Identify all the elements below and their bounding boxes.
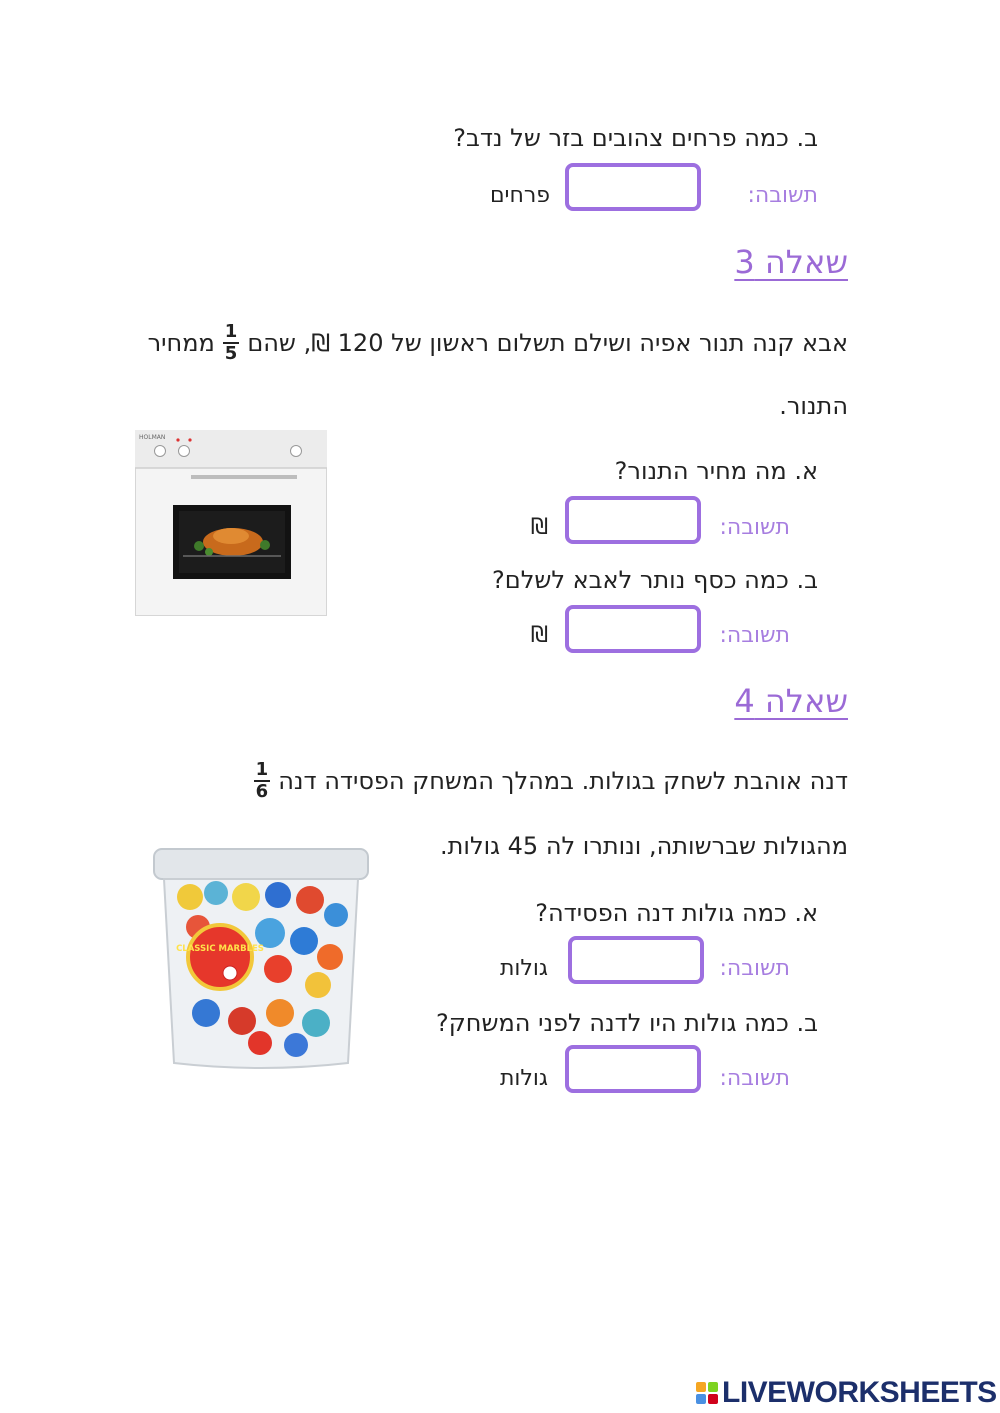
q4-a-unit: גולות xyxy=(499,956,548,981)
q3-text-line2: התנור. xyxy=(779,392,848,420)
q4-b-answer-input[interactable] xyxy=(565,1045,701,1093)
liveworksheets-logo xyxy=(696,1376,997,1410)
q4-text-line1 xyxy=(254,760,848,802)
q3-a-answer-label: תשובה: xyxy=(719,515,790,540)
q4-text-before-fraction: דנה אוהבת לשחק בגולות. במהלך המשחק הפסידה דנה xyxy=(278,767,848,795)
q3-text-before-fraction: אבא קנה תנור אפיה ושילם תשלום ראשון של 120 ₪, שהם xyxy=(247,329,848,357)
q2-b-unit: פרחים xyxy=(489,183,550,208)
q3-a-question: א. מה מחיר התנור? xyxy=(614,457,818,485)
q3-text-line1 xyxy=(148,322,848,364)
q4-fraction xyxy=(254,760,271,802)
q2-b-answer-label: תשובה: xyxy=(747,183,818,208)
q3-a-answer-input[interactable] xyxy=(565,496,701,544)
q4-a-answer-input[interactable] xyxy=(568,936,704,984)
q4-a-question: א. כמה גולות דנה הפסידה? xyxy=(535,899,818,927)
q4-b-unit: גולות xyxy=(499,1066,548,1091)
q3-b-answer-label: תשובה: xyxy=(719,623,790,648)
q3-b-question: ב. כמה כסף נותר לאבא לשלם? xyxy=(492,566,818,594)
q4-b-answer-label: תשובה: xyxy=(719,1066,790,1091)
q3-a-unit: ₪ xyxy=(530,515,548,540)
marbles-jar-image xyxy=(150,845,372,1070)
jar-label: CLASSIC MARBLES xyxy=(176,944,264,954)
q4-text-line2: מהגולות שברשותה, ונותרו לה 45 גולות. xyxy=(440,832,848,860)
q2-b-question: ב. כמה פרחים צהובים בזר של נדב? xyxy=(453,124,818,152)
q3-fraction-denominator: 5 xyxy=(224,343,238,364)
q3-fraction xyxy=(223,322,240,364)
oven-image xyxy=(135,430,327,616)
logo-text: LIVEWORKSHEETS xyxy=(722,1376,997,1409)
q4-fraction-numerator: 1 xyxy=(255,759,269,780)
q4-a-answer-label: תשובה: xyxy=(719,956,790,981)
q3-text-after-fraction: ממחיר xyxy=(147,329,215,357)
q4-b-question: ב. כמה גולות היו לדנה לפני המשחק? xyxy=(436,1009,818,1037)
q3-b-answer-input[interactable] xyxy=(565,605,701,653)
q4-heading: שאלה 4 xyxy=(734,682,848,720)
q4-fraction-denominator: 6 xyxy=(255,781,269,802)
q3-b-unit: ₪ xyxy=(530,623,548,648)
oven-brand: HOLMAN xyxy=(139,434,166,441)
q2-b-answer-input[interactable] xyxy=(565,163,701,211)
logo-grid-icon xyxy=(696,1382,718,1404)
q3-fraction-numerator: 1 xyxy=(224,321,238,342)
q3-heading: שאלה 3 xyxy=(734,243,848,281)
